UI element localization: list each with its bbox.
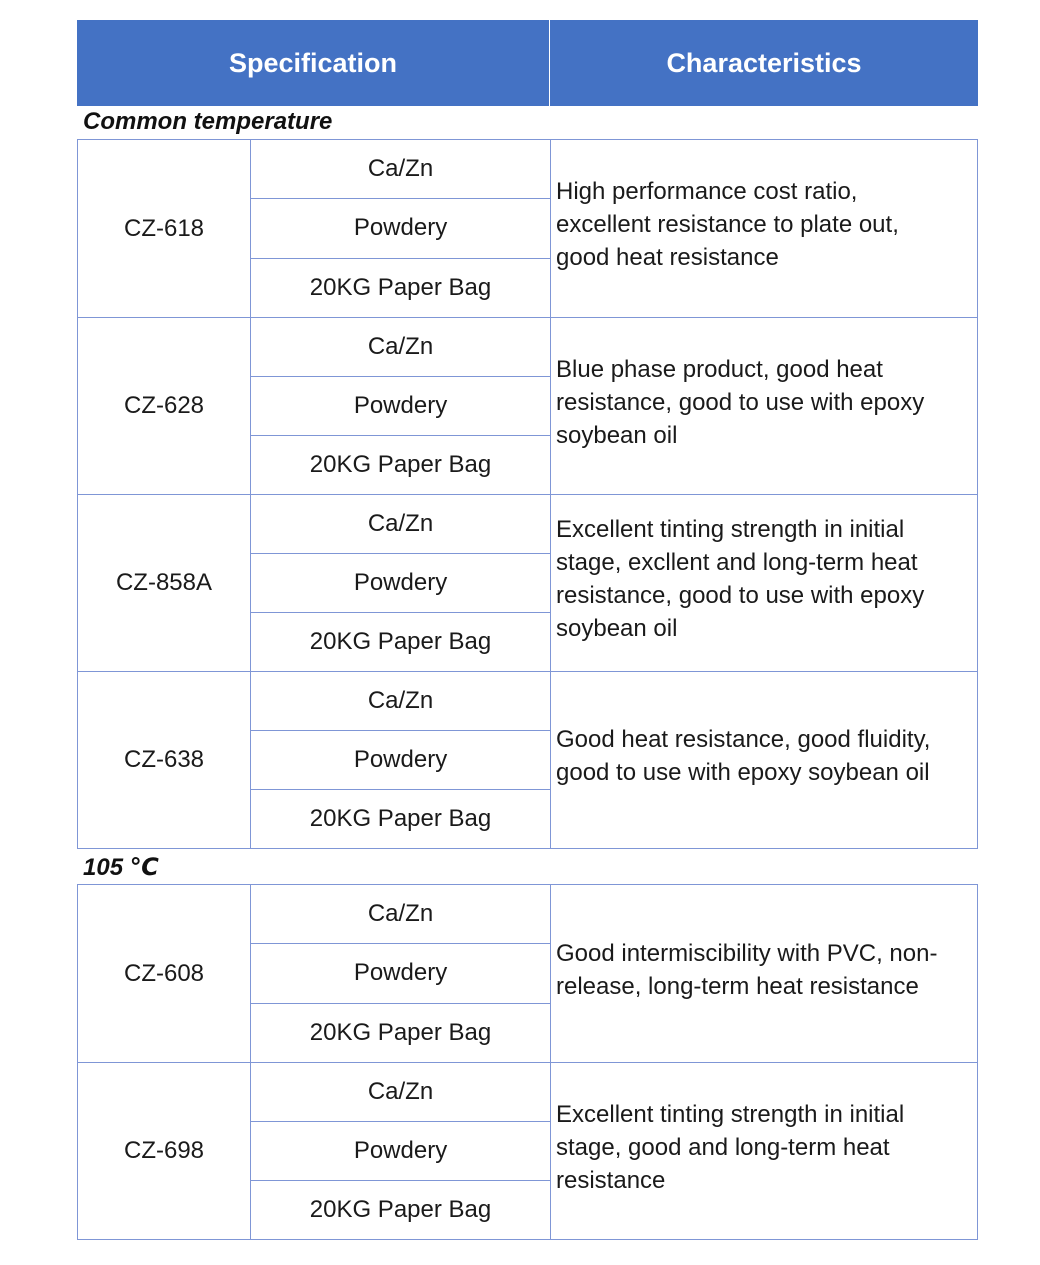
product-row [78,671,977,848]
attribute-list [251,140,551,317]
product-row [78,317,977,494]
section-label-105c: 105 ℃ [83,854,159,881]
specification-header: Specification [77,20,550,106]
product-row [78,494,977,671]
packaging-cell: 20KG Paper Bag [251,1003,550,1062]
model-cell: CZ-698 [78,1063,251,1239]
form-cell: Powdery [251,943,550,1002]
table-header [77,20,978,106]
form-cell: Powdery [251,376,550,435]
characteristics-cell: Excellent tinting strength in initial stage, excllent and long-term heat resistance, good to use with epoxy soybean oil [556,516,925,642]
attribute-list [251,495,551,671]
attribute-list [251,672,551,848]
material-cell: Ca/Zn [367,1078,434,1105]
section-table-105c [77,884,978,1240]
packaging-cell: 20KG Paper Bag [251,258,550,317]
material-cell: Ca/Zn [367,900,434,928]
form-cell: Powdery [251,553,550,612]
section-label-common-temperature: Common temperature [83,108,333,135]
packaging-cell: 20KG Paper Bag [251,612,550,671]
characteristics-cell: Good intermiscibility with PVC, non- release, long-term heat resistance [556,939,938,1000]
attribute-list [251,318,551,494]
form-cell: Powdery [251,1121,550,1180]
model-cell: CZ-608 [78,885,251,1062]
form-cell: Powdery [251,198,550,257]
model-cell: CZ-638 [78,672,251,848]
model-cell: CZ-628 [78,318,251,494]
model-cell: CZ-618 [78,140,251,317]
material-cell: Ca/Zn [367,333,434,360]
product-row [78,1062,977,1239]
material-cell: Ca/Zn [367,687,434,714]
characteristics-cell: Blue phase product, good heat resistance, good to use with epoxy soybean oil [556,355,925,449]
packaging-cell: 20KG Paper Bag [251,789,550,848]
section-table-common-temperature [77,139,978,849]
product-row [78,885,977,1062]
material-cell: Ca/Zn [367,155,434,183]
characteristics-cell: High performance cost ratio, excellent resistance to plate out, good heat resistance [556,178,899,271]
attribute-list [251,885,551,1062]
packaging-cell: 20KG Paper Bag [251,435,550,494]
material-cell: Ca/Zn [367,510,434,537]
model-cell: CZ-858A [78,495,251,671]
attribute-list [251,1063,551,1239]
form-cell: Powdery [251,730,550,789]
characteristics-cell: Excellent tinting strength in initial stage, good and long-term heat resistance [556,1100,905,1194]
product-row [78,140,977,317]
characteristics-cell: Good heat resistance, good fluidity, good to use with epoxy soybean oil [556,726,931,786]
packaging-cell: 20KG Paper Bag [251,1180,550,1239]
characteristics-header: Characteristics [666,47,862,78]
